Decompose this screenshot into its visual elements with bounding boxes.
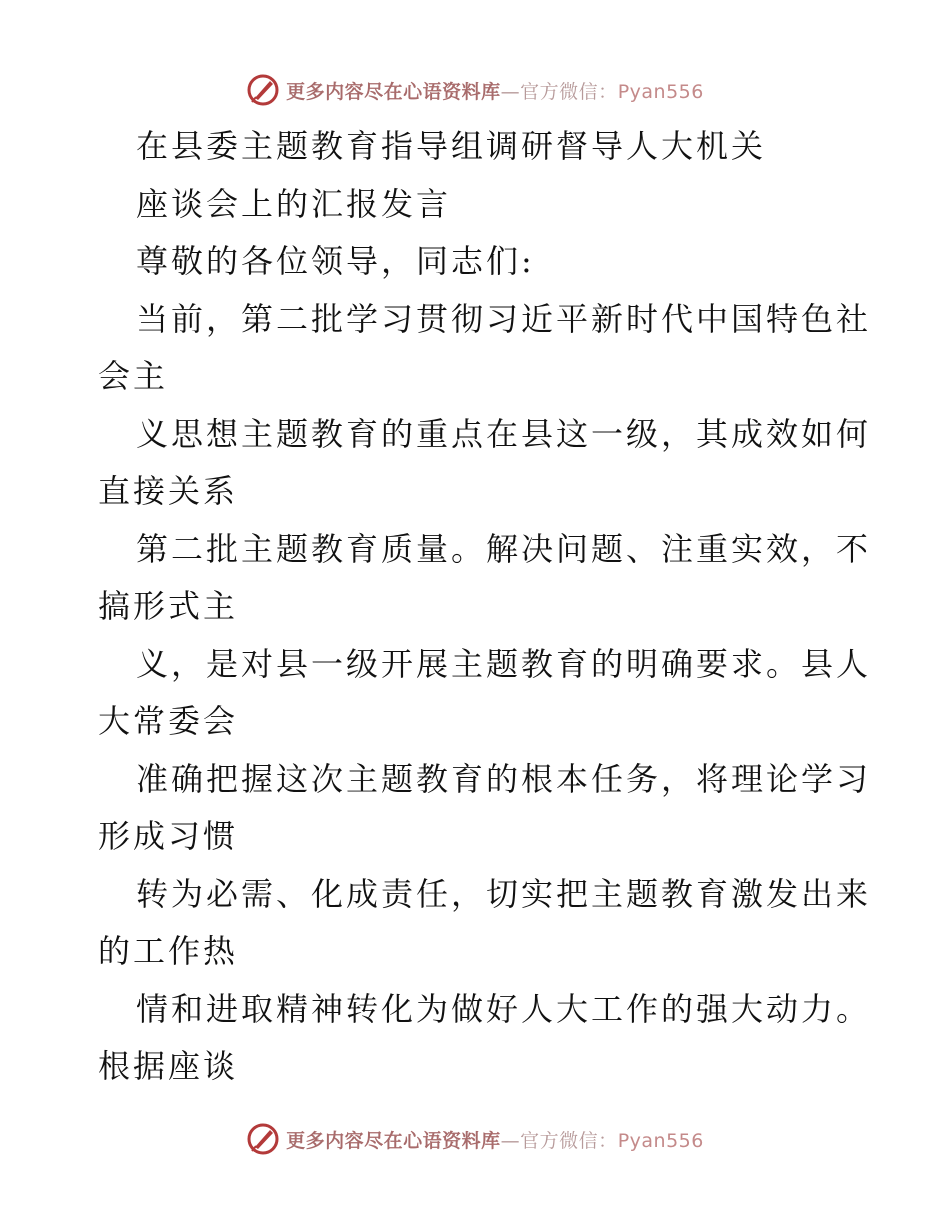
text-line: 当前，第二批学习贯彻习近平新时代中国特色社 (136, 299, 872, 338)
watermark-text: 更多内容尽在心语资料库—官方微信：Pyan556 (286, 1129, 704, 1152)
text-line: 根据座谈 (98, 1047, 239, 1085)
text-line: 情和进取精神转化为做好人大工作的强大动力。 (136, 989, 872, 1028)
quill-logo-icon (246, 1122, 280, 1156)
quill-logo-icon (246, 73, 280, 107)
text-line: 尊敬的各位领导，同志们: (136, 242, 535, 280)
text-line: 转为必需、化成责任，切实把主题教育激发出来 (136, 874, 872, 913)
text-line: 直接关系 (98, 472, 239, 510)
header-watermark (0, 70, 950, 110)
document-body (98, 118, 872, 1096)
text-line: 形成习惯 (98, 817, 239, 855)
text-line: 义，是对县一级开展主题教育的明确要求。县人 (136, 644, 872, 683)
footer-watermark (0, 1119, 950, 1159)
text-line: 在县委主题教育指导组调研督导人大机关 (136, 127, 767, 165)
text-line: 座谈会上的汇报发言 (136, 184, 452, 223)
text-line: 的工作热 (98, 932, 239, 970)
watermark-text: 更多内容尽在心语资料库—官方微信：Pyan556 (286, 80, 704, 103)
text-line: 第二批主题教育质量。解决问题、注重实效，不 (136, 529, 872, 568)
text-line: 大常委会 (98, 702, 239, 740)
text-line: 搞形式主 (98, 587, 239, 625)
text-line: 义思想主题教育的重点在县这一级，其成效如何 (136, 414, 872, 453)
text-line: 会主 (98, 357, 169, 395)
text-line: 准确把握这次主题教育的根本任务，将理论学习 (136, 759, 872, 798)
